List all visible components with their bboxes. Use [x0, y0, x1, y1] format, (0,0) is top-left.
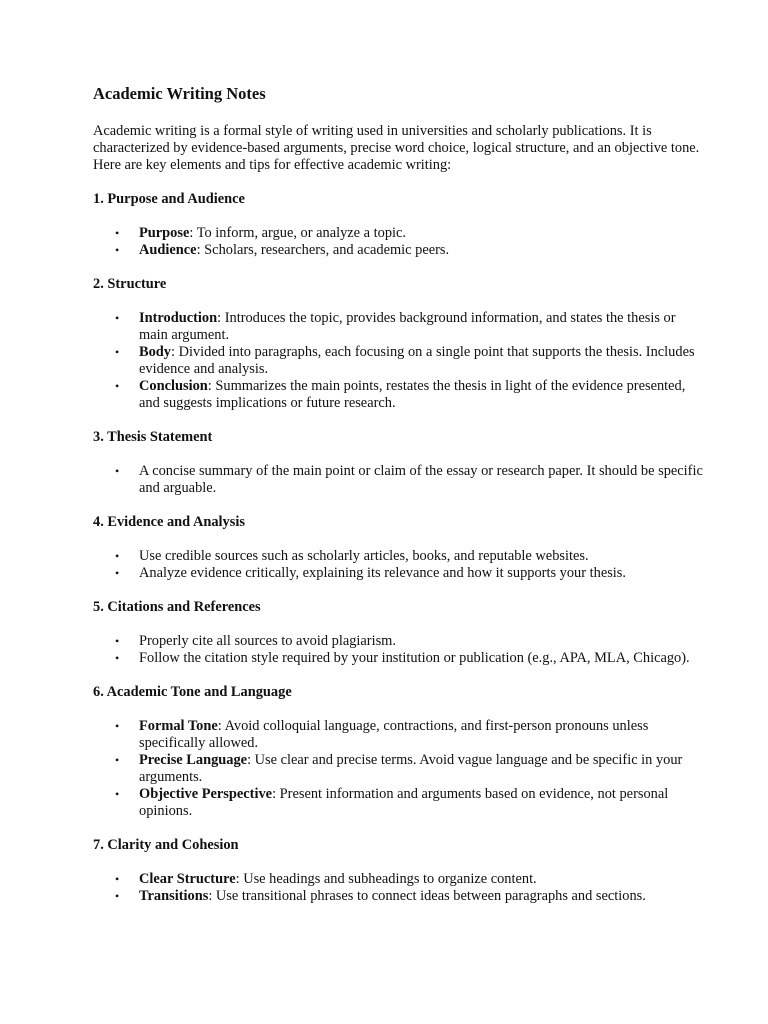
item-text: : Use transitional phrases to connect ideas between paragraphs and sections.: [208, 888, 646, 904]
bullet-icon: •: [115, 787, 120, 801]
item-text: Analyze evidence critically, explaining its relevance and how it supports your thesis.: [139, 565, 626, 581]
item-text: A concise summary of the main point or claim of the essay or research paper. It should be specific and arguable.: [139, 463, 703, 496]
bullet-icon: •: [115, 634, 120, 648]
section-heading: 6. Academic Tone and Language: [93, 684, 292, 700]
item-term: Audience: [139, 242, 197, 258]
section: [93, 191, 703, 259]
bullet-list: [93, 718, 703, 820]
list-item: [93, 888, 703, 905]
bullet-list: [93, 463, 703, 497]
list-item: [93, 225, 703, 242]
bullet-icon: •: [115, 345, 120, 359]
item-term: Conclusion: [139, 378, 208, 394]
item-text: : Divided into paragraphs, each focusing on a single point that supports the thesis. Includes evidence and analysis.: [139, 344, 695, 377]
item-text: : Use clear and precise terms. Avoid vague language and be specific in your arguments.: [139, 752, 683, 785]
section: [93, 514, 703, 582]
list-item: [93, 344, 703, 378]
item-text: Use credible sources such as scholarly articles, books, and reputable websites.: [139, 548, 589, 564]
bullet-list: [93, 633, 703, 667]
bullet-icon: •: [115, 549, 120, 563]
sections-container: [93, 191, 703, 905]
item-text: : Present information and arguments based on evidence, not personal opinions.: [139, 786, 669, 819]
list-item: [93, 242, 703, 259]
bullet-icon: •: [115, 719, 120, 733]
document-title: Academic Writing Notes: [93, 84, 266, 103]
section-heading: 2. Structure: [93, 276, 167, 292]
list-item: [93, 786, 703, 820]
bullet-list: [93, 310, 703, 412]
section-heading: 5. Citations and References: [93, 599, 261, 615]
item-term: Clear Structure: [139, 871, 236, 887]
bullet-list: [93, 225, 703, 259]
bullet-icon: •: [115, 872, 120, 886]
section: [93, 837, 703, 905]
bullet-icon: •: [115, 651, 120, 665]
list-item: [93, 378, 703, 412]
section-heading: 3. Thesis Statement: [93, 429, 213, 445]
item-text: : Avoid colloquial language, contractions, and first-person pronouns unless specifically allowed.: [139, 718, 649, 751]
document-page: [93, 84, 703, 922]
bullet-icon: •: [115, 226, 120, 240]
bullet-icon: •: [115, 464, 120, 478]
intro-paragraph: Academic writing is a formal style of writing used in universities and scholarly publications. It is characterized by evidence-based arguments, precise word choice, logical structure, and an objective tone. Here are key elements and tips for effective academic writing:: [93, 123, 700, 173]
list-item: [93, 871, 703, 888]
item-text: : To inform, argue, or analyze a topic.: [189, 225, 407, 241]
bullet-icon: •: [115, 753, 120, 767]
bullet-icon: •: [115, 379, 120, 393]
bullet-list: [93, 871, 703, 905]
section-heading: 4. Evidence and Analysis: [93, 514, 245, 530]
list-item: [93, 650, 703, 667]
item-term: Precise Language: [139, 752, 248, 768]
item-term: Purpose: [139, 225, 190, 241]
list-item: [93, 565, 703, 582]
list-item: [93, 752, 703, 786]
item-term: Introduction: [139, 310, 218, 326]
item-term: Transitions: [139, 888, 209, 904]
list-item: [93, 310, 703, 344]
list-item: [93, 463, 703, 497]
bullet-icon: •: [115, 889, 120, 903]
item-text: : Introduces the topic, provides background information, and states the thesis or main argument.: [139, 310, 676, 343]
section: [93, 684, 703, 820]
list-item: [93, 633, 703, 650]
item-text: : Scholars, researchers, and academic peers.: [196, 242, 450, 258]
section-heading: 1. Purpose and Audience: [93, 191, 245, 207]
item-term: Body: [139, 344, 171, 360]
item-text: Properly cite all sources to avoid plagiarism.: [139, 633, 396, 649]
section: [93, 599, 703, 667]
section: [93, 429, 703, 497]
item-term: Formal Tone: [139, 718, 218, 734]
bullet-icon: •: [115, 243, 120, 257]
section: [93, 276, 703, 412]
section-heading: 7. Clarity and Cohesion: [93, 837, 239, 853]
list-item: [93, 718, 703, 752]
list-item: [93, 548, 703, 565]
bullet-list: [93, 548, 703, 582]
item-term: Objective Perspective: [139, 786, 273, 802]
item-text: : Summarizes the main points, restates the thesis in light of the evidence presented, and suggests implications or future research.: [139, 378, 686, 411]
item-text: Follow the citation style required by your institution or publication (e.g., APA, MLA, Chicago).: [139, 650, 690, 666]
bullet-icon: •: [115, 311, 120, 325]
bullet-icon: •: [115, 566, 120, 580]
item-text: : Use headings and subheadings to organize content.: [235, 871, 537, 887]
